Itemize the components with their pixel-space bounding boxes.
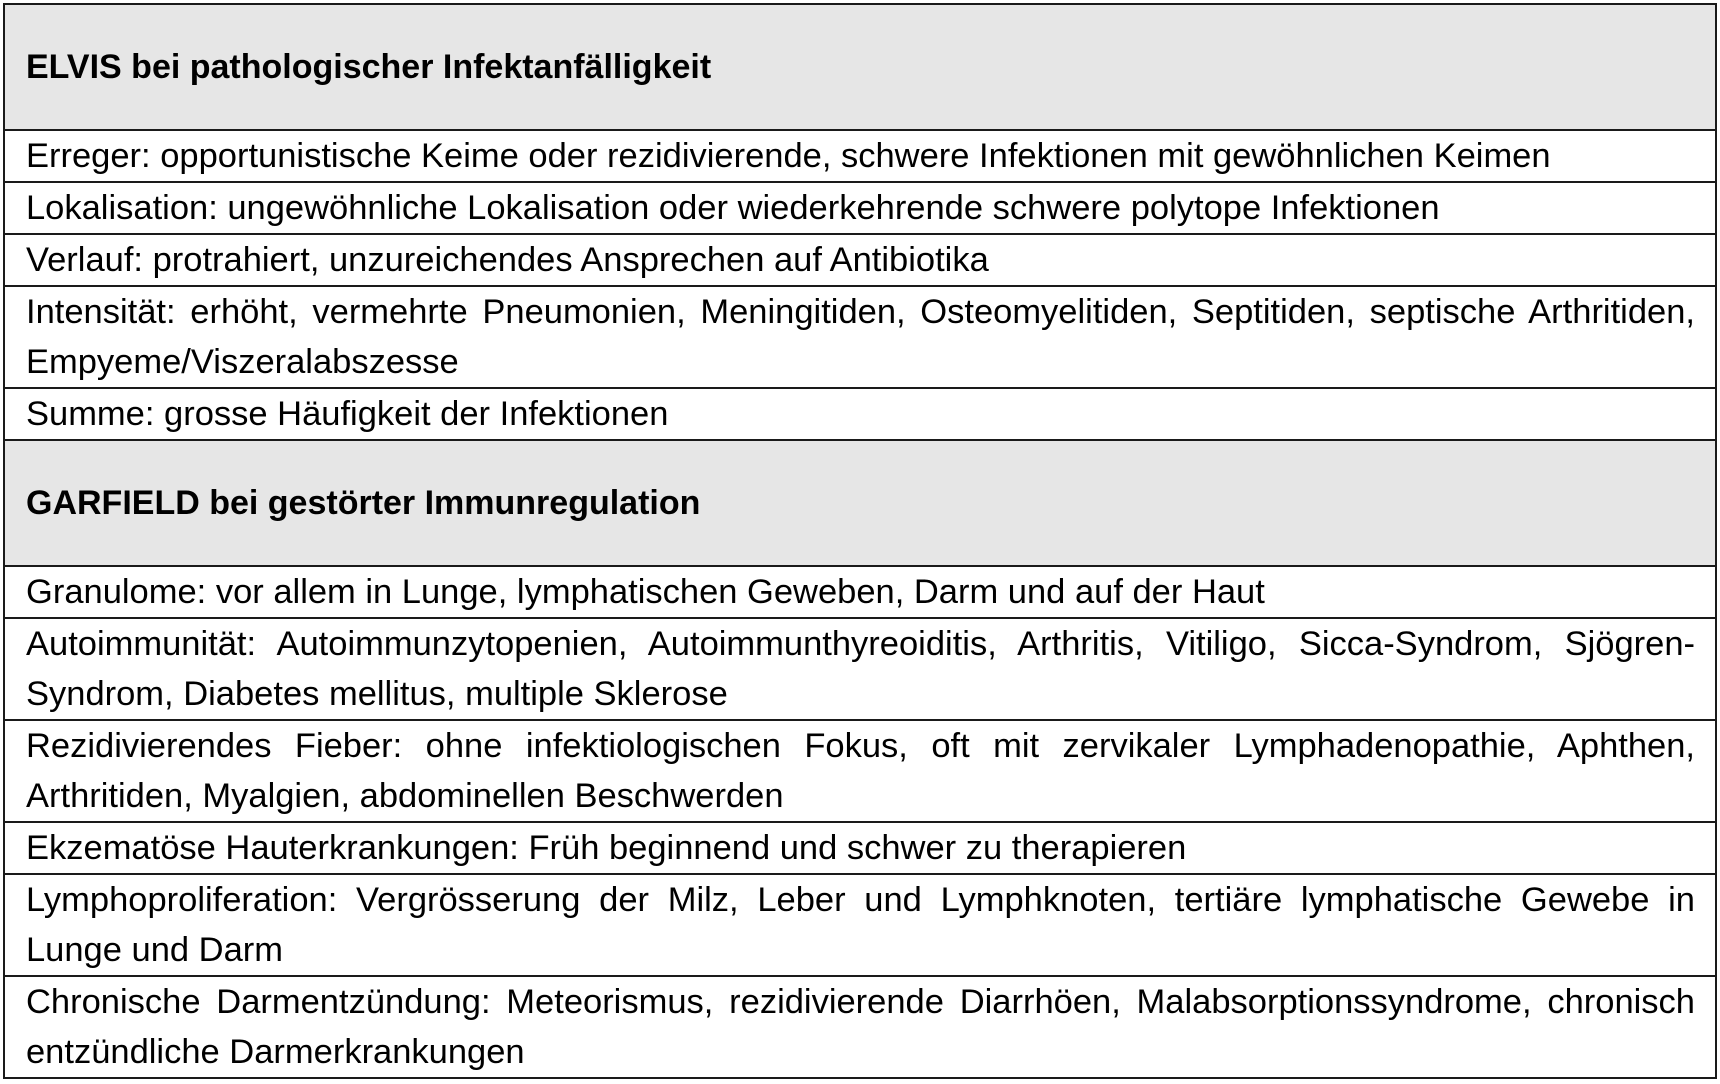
table-row bbox=[4, 234, 1716, 286]
criteria-table bbox=[3, 3, 1717, 1079]
section-header-row bbox=[4, 4, 1716, 130]
section-header-row bbox=[4, 440, 1716, 566]
table-row bbox=[4, 388, 1716, 440]
table-row bbox=[4, 130, 1716, 182]
table-row bbox=[4, 566, 1716, 618]
table-row bbox=[4, 976, 1716, 1078]
table-row bbox=[4, 822, 1716, 874]
table-row bbox=[4, 874, 1716, 976]
criterion-erreger: Erreger: opportunistische Keime oder rezidivierende, schwere Infektionen mit gewöhnlichen Keimen bbox=[4, 130, 1716, 182]
criterion-intensitaet: Intensität: erhöht, vermehrte Pneumonien, Meningitiden, Osteomyelitiden, Septitiden, septische Arthritiden, Empyeme/Viszeralabszesse bbox=[4, 286, 1716, 388]
criterion-verlauf: Verlauf: protrahiert, unzureichendes Ansprechen auf Antibiotika bbox=[4, 234, 1716, 286]
criterion-lymphoproliferation: Lymphoproliferation: Vergrösserung der Milz, Leber und Lymphknoten, tertiäre lymphatische Gewebe in Lunge und Darm bbox=[4, 874, 1716, 976]
criterion-summe: Summe: grosse Häufigkeit der Infektionen bbox=[4, 388, 1716, 440]
section-heading-elvis: ELVIS bei pathologischer Infektanfälligkeit bbox=[4, 4, 1716, 130]
criterion-darmentzuendung: Chronische Darmentzündung: Meteorismus, rezidivierende Diarrhöen, Malabsorptionssyndrome, chronisch entzündliche Darmerkrankungen bbox=[4, 976, 1716, 1078]
criterion-lokalisation: Lokalisation: ungewöhnliche Lokalisation oder wiederkehrende schwere polytope Infektionen bbox=[4, 182, 1716, 234]
criterion-fieber: Rezidivierendes Fieber: ohne infektiologischen Fokus, oft mit zervikaler Lymphadenopathie, Aphthen, Arthritiden, Myalgien, abdominellen Beschwerden bbox=[4, 720, 1716, 822]
criterion-autoimmunitaet: Autoimmunität: Autoimmunzytopenien, Autoimmunthyreoiditis, Arthritis, Vitiligo, Sicca-Syndrom, Sjögren-Syndrom, Diabetes mellitus, multiple Sklerose bbox=[4, 618, 1716, 720]
criterion-granulome: Granulome: vor allem in Lunge, lymphatischen Geweben, Darm und auf der Haut bbox=[4, 566, 1716, 618]
criterion-ekzem: Ekzematöse Hauterkrankungen: Früh beginnend und schwer zu therapieren bbox=[4, 822, 1716, 874]
section-heading-garfield: GARFIELD bei gestörter Immunregulation bbox=[4, 440, 1716, 566]
table-row bbox=[4, 286, 1716, 388]
table-row bbox=[4, 182, 1716, 234]
table-row bbox=[4, 618, 1716, 720]
table-row bbox=[4, 720, 1716, 822]
